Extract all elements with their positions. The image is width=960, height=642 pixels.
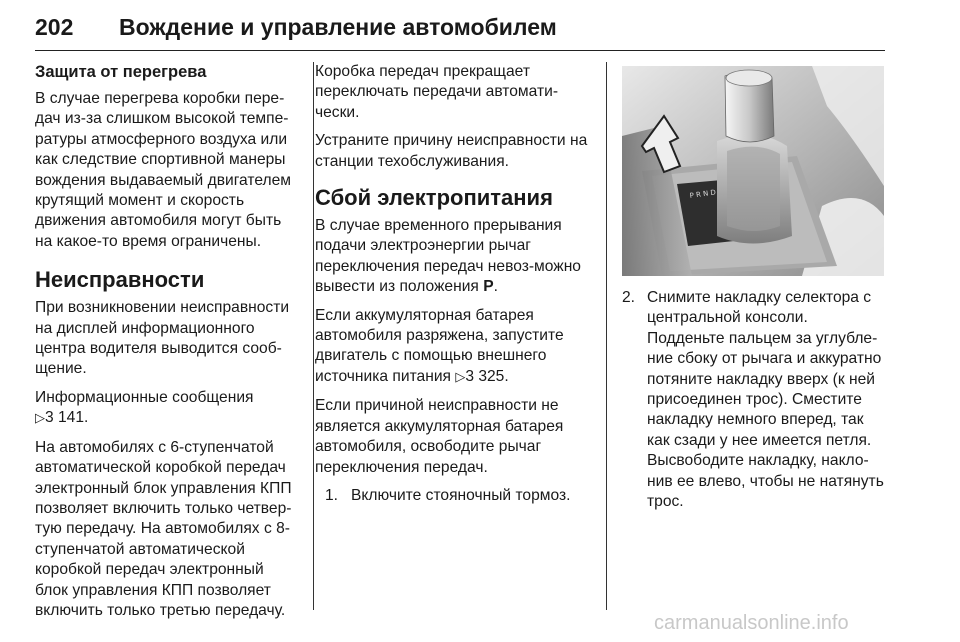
paragraph-text: Если аккумуляторная батарея автомобиля разряжена, запустите двигатель с помощью внешнего источника питания xyxy=(315,306,564,385)
page-title: Вождение и управление автомобилем xyxy=(119,14,557,40)
step-item xyxy=(325,486,595,506)
paragraph: В случае перегрева коробки пере-дач из-за слишком высокой темпе-ратуры атмосферного воздуха или как следствие спортивной манеры вождения выдаваемый двигателем крутящий момент и скорость движения автомобиля могут быть на какое-то время ограничены. xyxy=(35,90,291,250)
paragraph: Если причиной неисправности не является аккумуляторная батарея автомобиля, освободите рычаг переключения передач. xyxy=(315,397,564,476)
gear-indicator-letters: P R N D xyxy=(689,188,717,200)
heading-malfunctions: Неисправности xyxy=(35,267,205,293)
gear-selector-drawing xyxy=(622,66,884,276)
paragraph-with-ref xyxy=(315,306,595,389)
step-number: 1. xyxy=(325,486,339,504)
gear-selector-illustration xyxy=(622,66,884,276)
paragraph: При возникновении неисправности на дисплей информационного центра водителя выводится сооб-щение. xyxy=(35,299,290,378)
heading-power-failure: Сбой электропитания xyxy=(315,185,553,211)
paragraph-with-ref xyxy=(35,388,300,430)
page-number: 202 xyxy=(35,14,74,40)
page-header xyxy=(35,6,885,51)
page-reference-icon: ▷ xyxy=(455,369,466,385)
column-left xyxy=(35,62,300,629)
paragraph: Коробка передач прекращает переключать передачи автомати-чески. xyxy=(315,63,559,121)
paragraph-text: В случае временного прерывания подачи электроэнергии рычаг переключения передач невоз-можно вывести из положения xyxy=(315,217,581,296)
heading-overheat: Защита от перегрева xyxy=(35,63,207,81)
page-reference-icon: ▷ xyxy=(35,411,45,427)
step-text: Включите стояночный тормоз. xyxy=(351,486,571,504)
step-item xyxy=(622,288,887,512)
column-middle xyxy=(315,62,595,506)
watermark: carmanualsonline.info xyxy=(654,612,849,634)
paragraph: На автомобилях с 6-ступенчатой автоматической коробкой передач электронный блок управления КПП позволяет включить только четвер-тую передачу. На автомобилях с 8-ступенчатой автоматической коробкой передач электронный блок управления КПП позволяет включить только третью передачу. xyxy=(35,438,292,619)
paragraph: Устраните причину неисправности на станции техобслуживания. xyxy=(315,132,588,170)
column-divider xyxy=(606,62,607,610)
page-reference: 3 325. xyxy=(465,367,509,385)
column-divider xyxy=(313,62,314,610)
column-right xyxy=(622,288,887,512)
paragraph-text: Информационные сообщения xyxy=(35,388,254,406)
step-text: Снимите накладку селектора с центральной консоли. Подденьте пальцем за углубле-ние сбоку от рычага и аккуратно потяните накладку вверх (к ней присоединен трос). Сместите накладку немного вперед, так как сзади у нее имеется петля. Высвободите накладку, накло-нив ее влево, чтобы не натянуть трос. xyxy=(647,289,884,511)
punctuation: . xyxy=(493,278,498,296)
page-reference: 3 141. xyxy=(45,409,89,427)
step-number: 2. xyxy=(622,289,636,306)
gear-position: P xyxy=(483,278,494,296)
paragraph-with-bold xyxy=(315,216,595,298)
